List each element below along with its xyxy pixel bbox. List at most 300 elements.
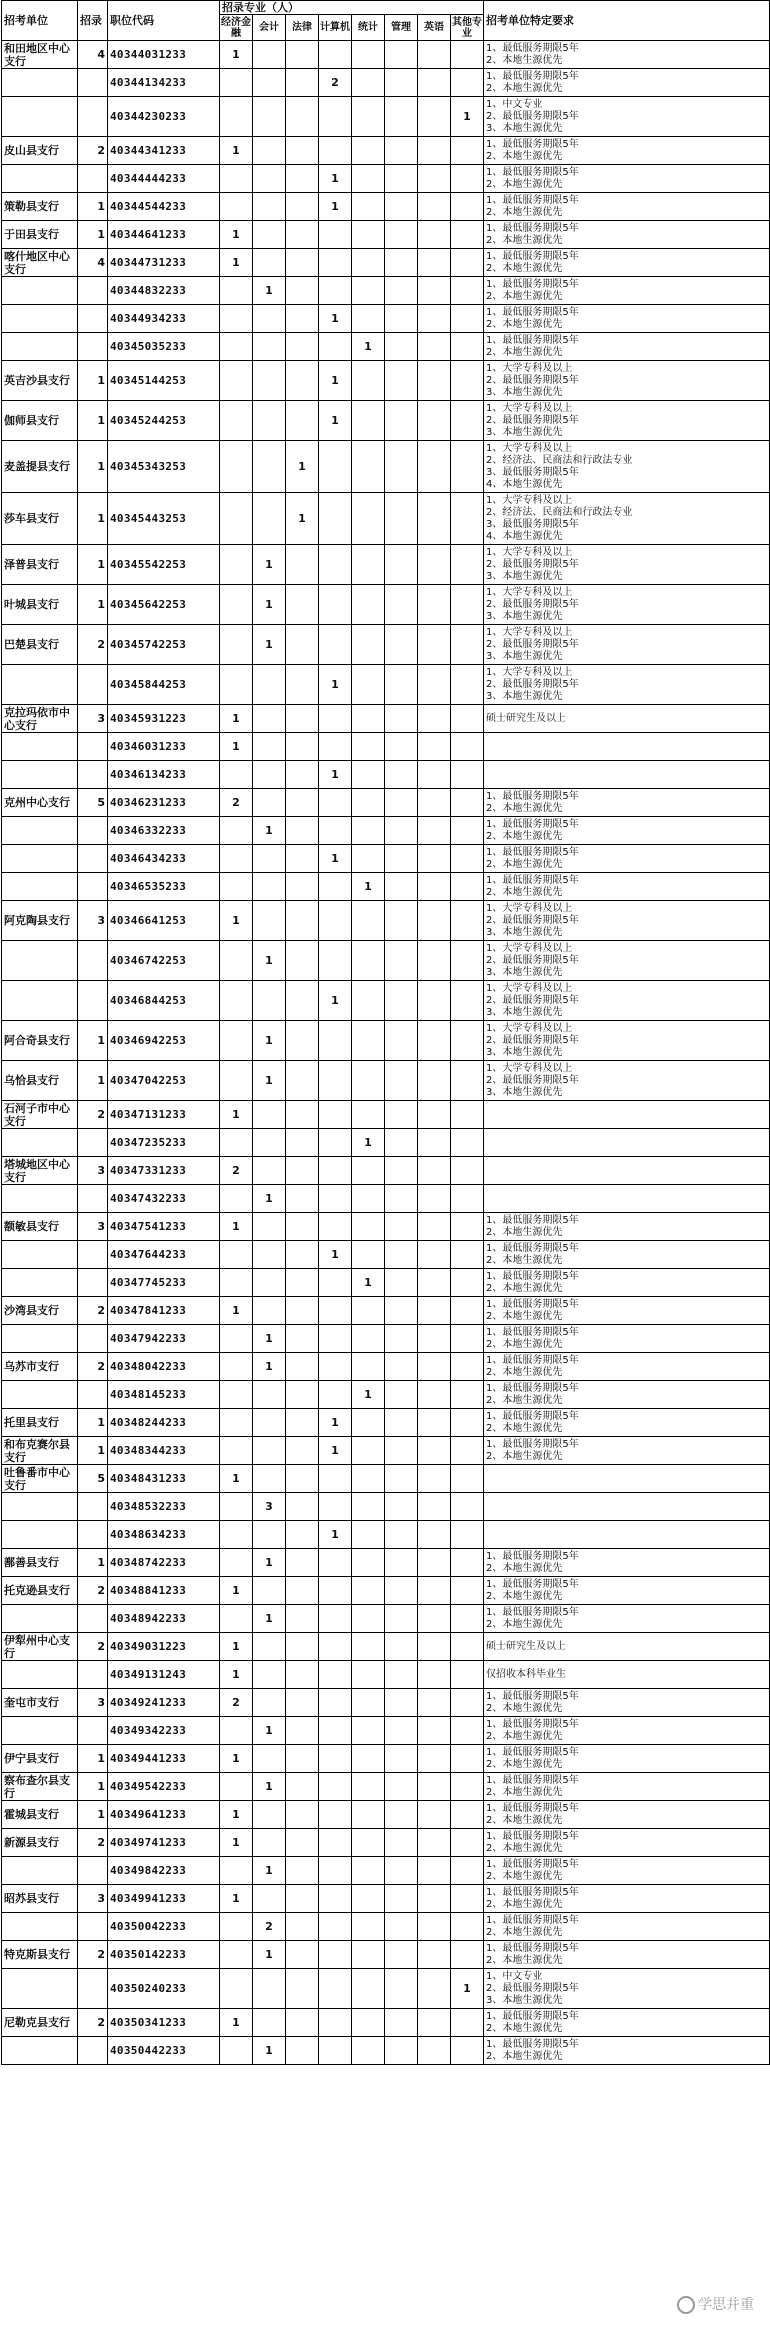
requirements-cell — [484, 981, 770, 1021]
major-count-cell — [451, 545, 484, 585]
requirement-line: 2、本地生源优先 — [486, 1842, 563, 1854]
table-row — [2, 1689, 770, 1717]
requirements-cell — [484, 625, 770, 665]
major-count-cell — [319, 2037, 352, 2065]
major-count-cell — [286, 845, 319, 873]
unit-cell: 阿克陶县支行 — [2, 901, 78, 941]
major-count-cell — [451, 1857, 484, 1885]
major-count-cell — [253, 361, 286, 401]
major-count-cell — [451, 2009, 484, 2037]
major-count-cell — [418, 941, 451, 981]
major-count-cell: 1 — [253, 1353, 286, 1381]
unit-cell — [2, 1241, 78, 1269]
major-count-cell — [220, 1969, 253, 2009]
table-row — [2, 1213, 770, 1241]
requirement-line: 3、本地生源优先 — [486, 650, 563, 662]
requirements-cell — [484, 333, 770, 361]
major-count-cell — [418, 1745, 451, 1773]
major-count-cell — [451, 1521, 484, 1549]
major-count-cell — [286, 193, 319, 221]
requirement-line: 2、本地生源优先 — [486, 1926, 563, 1938]
major-count-cell — [418, 493, 451, 545]
major-count-cell — [286, 1773, 319, 1801]
major-count-cell — [286, 69, 319, 97]
major-count-cell — [385, 1157, 418, 1185]
major-count-cell — [220, 277, 253, 305]
major-count-cell — [451, 1689, 484, 1717]
major-count-cell — [253, 665, 286, 705]
major-count-cell — [385, 941, 418, 981]
requirement-line: 3、本地生源优先 — [486, 690, 563, 702]
table-row — [2, 665, 770, 705]
major-count-cell — [418, 981, 451, 1021]
requirement-line: 1、大学专科及以上 — [486, 402, 573, 414]
requirement-line: 2、经济法、民商法和行政法专业 — [486, 506, 633, 518]
count-cell: 2 — [78, 137, 108, 165]
major-count-cell — [220, 845, 253, 873]
major-count-cell: 1 — [253, 625, 286, 665]
major-count-cell — [385, 1521, 418, 1549]
major-count-cell — [385, 625, 418, 665]
table-row — [2, 1381, 770, 1409]
table-row — [2, 1857, 770, 1885]
count-cell: 2 — [78, 1941, 108, 1969]
major-count-cell: 1 — [220, 41, 253, 69]
unit-cell: 叶城县支行 — [2, 585, 78, 625]
requirement-line: 2、最低服务期限5年 — [486, 1982, 579, 1994]
major-count-cell: 1 — [352, 333, 385, 361]
major-count-cell — [418, 1829, 451, 1857]
major-count-cell — [352, 705, 385, 733]
requirement-line: 1、最低服务期限5年 — [486, 1802, 579, 1814]
major-count-cell — [286, 761, 319, 789]
major-count-cell — [451, 1633, 484, 1661]
major-count-cell — [319, 1913, 352, 1941]
major-count-cell — [319, 1465, 352, 1493]
table-row — [2, 1493, 770, 1521]
major-count-cell — [385, 1241, 418, 1269]
requirement-line: 1、最低服务期限5年 — [486, 70, 579, 82]
requirement-line: 1、大学专科及以上 — [486, 902, 573, 914]
major-count-cell — [451, 277, 484, 305]
requirements-cell — [484, 1021, 770, 1061]
major-count-cell: 1 — [220, 137, 253, 165]
major-count-cell — [385, 1297, 418, 1325]
major-count-cell — [352, 1213, 385, 1241]
major-count-cell — [220, 69, 253, 97]
major-count-cell — [385, 41, 418, 69]
major-count-cell — [418, 69, 451, 97]
count-cell: 5 — [78, 1465, 108, 1493]
position-code-cell: 40346844253 — [108, 981, 220, 1021]
requirement-line: 1、中文专业 — [486, 1970, 543, 1982]
count-cell: 4 — [78, 249, 108, 277]
major-count-cell — [319, 277, 352, 305]
requirement-line: 3、最低服务期限5年 — [486, 518, 579, 530]
requirement-line: 2、本地生源优先 — [486, 150, 563, 162]
major-count-cell — [253, 1661, 286, 1689]
table-row — [2, 1101, 770, 1129]
major-count-cell — [253, 1297, 286, 1325]
unit-cell: 巴楚县支行 — [2, 625, 78, 665]
position-code-cell: 40346434233 — [108, 845, 220, 873]
count-cell — [78, 873, 108, 901]
major-count-cell — [352, 1521, 385, 1549]
major-count-cell — [220, 1061, 253, 1101]
table-row — [2, 733, 770, 761]
count-cell — [78, 277, 108, 305]
position-code-cell: 40346742253 — [108, 941, 220, 981]
position-code-cell: 40347131233 — [108, 1101, 220, 1129]
major-count-cell — [352, 1941, 385, 1969]
major-count-cell — [451, 789, 484, 817]
major-count-cell — [286, 1129, 319, 1157]
major-count-cell — [286, 137, 319, 165]
major-count-cell — [385, 1577, 418, 1605]
major-count-cell — [352, 1577, 385, 1605]
major-count-cell — [451, 1605, 484, 1633]
requirement-line: 3、本地生源优先 — [486, 610, 563, 622]
major-count-cell — [385, 249, 418, 277]
major-count-cell — [451, 165, 484, 193]
major-count-cell — [451, 1549, 484, 1577]
major-count-cell — [319, 545, 352, 585]
requirement-line: 2、本地生源优先 — [486, 1590, 563, 1602]
major-count-cell — [418, 901, 451, 941]
major-count-cell: 1 — [352, 873, 385, 901]
position-code-cell: 40346641253 — [108, 901, 220, 941]
major-count-cell — [418, 1913, 451, 1941]
position-code-cell: 40348532233 — [108, 1493, 220, 1521]
unit-cell: 特克斯县支行 — [2, 1941, 78, 1969]
major-count-cell — [253, 901, 286, 941]
major-count-cell — [418, 277, 451, 305]
requirements-cell — [484, 761, 770, 789]
major-count-cell: 1 — [220, 249, 253, 277]
requirement-line: 1、最低服务期限5年 — [486, 306, 579, 318]
major-count-cell — [385, 1129, 418, 1157]
major-count-cell — [319, 333, 352, 361]
position-code-cell: 40347042253 — [108, 1061, 220, 1101]
major-count-cell — [385, 817, 418, 845]
major-count-cell — [352, 1717, 385, 1745]
requirements-cell — [484, 1829, 770, 1857]
major-count-cell — [319, 1577, 352, 1605]
requirement-line: 2、最低服务期限5年 — [486, 110, 579, 122]
requirement-line: 1、大学专科及以上 — [486, 546, 573, 558]
major-count-cell — [451, 1773, 484, 1801]
major-count-cell — [418, 1021, 451, 1061]
table-row — [2, 1885, 770, 1913]
major-count-cell — [451, 733, 484, 761]
major-count-cell — [385, 705, 418, 733]
position-code-cell: 40348344233 — [108, 1437, 220, 1465]
major-count-cell — [385, 1021, 418, 1061]
requirements-cell — [484, 441, 770, 493]
major-count-cell — [451, 221, 484, 249]
major-count-cell — [319, 1717, 352, 1745]
requirement-line: 2、本地生源优先 — [486, 1422, 563, 1434]
major-count-cell — [220, 545, 253, 585]
requirement-line: 2、本地生源优先 — [486, 1282, 563, 1294]
major-count-cell — [451, 1021, 484, 1061]
major-count-cell — [286, 165, 319, 193]
count-cell — [78, 1857, 108, 1885]
table-row — [2, 625, 770, 665]
requirement-line: 1、最低服务期限5年 — [486, 1242, 579, 1254]
requirement-line: 2、本地生源优先 — [486, 1394, 563, 1406]
requirement-line: 1、最低服务期限5年 — [486, 1942, 579, 1954]
major-count-cell — [286, 1633, 319, 1661]
major-count-cell — [418, 1269, 451, 1297]
requirements-cell — [484, 733, 770, 761]
table-row — [2, 493, 770, 545]
requirement-line: 2、本地生源优先 — [486, 830, 563, 842]
table-row — [2, 761, 770, 789]
major-count-cell — [286, 1521, 319, 1549]
requirement-line: 1、最低服务期限5年 — [486, 818, 579, 830]
requirement-line: 1、最低服务期限5年 — [486, 874, 579, 886]
header-code: 职位代码 — [108, 1, 220, 41]
requirements-cell — [484, 1437, 770, 1465]
table-row — [2, 1157, 770, 1185]
table-row — [2, 277, 770, 305]
major-count-cell — [451, 981, 484, 1021]
major-count-cell — [352, 441, 385, 493]
major-count-cell — [451, 705, 484, 733]
requirement-line: 2、本地生源优先 — [486, 346, 563, 358]
unit-cell: 托里县支行 — [2, 1409, 78, 1437]
table-row — [2, 1745, 770, 1773]
major-count-cell — [451, 493, 484, 545]
major-count-cell — [286, 2009, 319, 2037]
requirements-cell — [484, 1577, 770, 1605]
count-cell: 1 — [78, 1437, 108, 1465]
major-count-cell — [253, 1885, 286, 1913]
major-count-cell — [286, 941, 319, 981]
unit-cell: 石河子市中心支行 — [2, 1101, 78, 1129]
major-count-cell — [253, 165, 286, 193]
requirement-line: 2、本地生源优先 — [486, 1618, 563, 1630]
unit-cell — [2, 1381, 78, 1409]
major-count-cell — [319, 1941, 352, 1969]
requirement-line: 2、本地生源优先 — [486, 1814, 563, 1826]
major-count-cell: 1 — [220, 1829, 253, 1857]
count-cell: 1 — [78, 1409, 108, 1437]
position-code-cell: 40347541233 — [108, 1213, 220, 1241]
major-count-cell — [418, 1241, 451, 1269]
unit-cell — [2, 1913, 78, 1941]
position-code-cell: 40350442233 — [108, 2037, 220, 2065]
major-count-cell — [385, 1101, 418, 1129]
watermark-text: 学思并重 — [698, 2297, 754, 2313]
major-count-cell — [451, 305, 484, 333]
major-count-cell — [286, 1213, 319, 1241]
major-count-cell — [253, 789, 286, 817]
major-count-cell — [286, 1549, 319, 1577]
major-count-cell — [451, 69, 484, 97]
major-count-cell — [286, 1269, 319, 1297]
requirement-line: 1、最低服务期限5年 — [486, 1410, 579, 1422]
major-count-cell — [451, 1381, 484, 1409]
unit-cell: 沙湾县支行 — [2, 1297, 78, 1325]
major-count-cell — [418, 585, 451, 625]
count-cell — [78, 69, 108, 97]
major-count-cell — [385, 1885, 418, 1913]
major-count-cell — [385, 401, 418, 441]
major-count-cell — [286, 1885, 319, 1913]
requirement-line: 2、本地生源优先 — [486, 290, 563, 302]
major-count-cell — [451, 1061, 484, 1101]
requirement-line: 2、最低服务期限5年 — [486, 1074, 579, 1086]
position-code-cell: 40347942233 — [108, 1325, 220, 1353]
major-count-cell — [418, 1325, 451, 1353]
major-count-cell — [319, 625, 352, 665]
table-row — [2, 817, 770, 845]
major-count-cell — [286, 1969, 319, 2009]
requirement-line: 1、最低服务期限5年 — [486, 1382, 579, 1394]
requirement-line: 硕士研究生及以上 — [486, 712, 566, 724]
header-major-law: 法律 — [286, 15, 319, 41]
major-count-cell — [451, 1101, 484, 1129]
requirements-cell — [484, 901, 770, 941]
position-code-cell: 40345931223 — [108, 705, 220, 733]
count-cell — [78, 761, 108, 789]
major-count-cell: 1 — [253, 1185, 286, 1213]
count-cell: 1 — [78, 221, 108, 249]
unit-cell — [2, 2037, 78, 2065]
major-count-cell: 1 — [220, 1633, 253, 1661]
major-count-cell — [220, 1185, 253, 1213]
major-count-cell — [352, 733, 385, 761]
major-count-cell — [319, 1101, 352, 1129]
major-count-cell — [220, 941, 253, 981]
requirement-line: 2、本地生源优先 — [486, 262, 563, 274]
requirement-line: 2、本地生源优先 — [486, 234, 563, 246]
major-count-cell — [418, 1689, 451, 1717]
major-count-cell — [319, 1969, 352, 2009]
table-row — [2, 69, 770, 97]
major-count-cell — [286, 1745, 319, 1773]
unit-cell — [2, 981, 78, 1021]
major-count-cell: 1 — [220, 705, 253, 733]
requirement-line: 1、最低服务期限5年 — [486, 42, 579, 54]
requirements-cell — [484, 41, 770, 69]
major-count-cell — [352, 789, 385, 817]
requirement-line: 2、本地生源优先 — [486, 1954, 563, 1966]
unit-cell: 克拉玛依市中心支行 — [2, 705, 78, 733]
unit-cell — [2, 97, 78, 137]
major-count-cell: 1 — [220, 2009, 253, 2037]
major-count-cell — [451, 1577, 484, 1605]
major-count-cell — [385, 789, 418, 817]
position-code-cell: 40348742233 — [108, 1549, 220, 1577]
major-count-cell — [385, 585, 418, 625]
major-count-cell — [418, 1353, 451, 1381]
major-count-cell — [418, 221, 451, 249]
position-code-cell: 40345035233 — [108, 333, 220, 361]
requirements-cell — [484, 789, 770, 817]
major-count-cell — [220, 817, 253, 845]
major-count-cell — [352, 1061, 385, 1101]
major-count-cell — [319, 1129, 352, 1157]
requirement-line: 1、最低服务期限5年 — [486, 1550, 579, 1562]
major-count-cell — [385, 1745, 418, 1773]
requirement-line: 2、最低服务期限5年 — [486, 954, 579, 966]
table-row — [2, 1437, 770, 1465]
requirement-line: 2、本地生源优先 — [486, 1786, 563, 1798]
header-major-management: 管理 — [385, 15, 418, 41]
major-count-cell — [418, 1521, 451, 1549]
table-row — [2, 137, 770, 165]
unit-cell: 察布查尔县支行 — [2, 1773, 78, 1801]
major-count-cell — [385, 97, 418, 137]
major-count-cell: 1 — [319, 665, 352, 705]
major-count-cell — [352, 69, 385, 97]
requirement-line: 1、最低服务期限5年 — [486, 1298, 579, 1310]
unit-cell — [2, 941, 78, 981]
major-count-cell — [418, 545, 451, 585]
major-count-cell — [253, 221, 286, 249]
major-count-cell — [319, 1325, 352, 1353]
major-count-cell — [220, 585, 253, 625]
position-code-cell: 40348841233 — [108, 1577, 220, 1605]
requirements-cell — [484, 193, 770, 221]
major-count-cell — [385, 1213, 418, 1241]
major-count-cell: 1 — [451, 97, 484, 137]
major-count-cell — [253, 249, 286, 277]
requirements-cell — [484, 1941, 770, 1969]
table-row — [2, 873, 770, 901]
major-count-cell — [451, 1661, 484, 1689]
unit-cell: 尼勒克县支行 — [2, 2009, 78, 2037]
table-row — [2, 1801, 770, 1829]
position-code-cell: 40346332233 — [108, 817, 220, 845]
unit-cell — [2, 1493, 78, 1521]
count-cell — [78, 845, 108, 873]
major-count-cell — [253, 1381, 286, 1409]
major-count-cell — [418, 1857, 451, 1885]
requirement-line: 1、大学专科及以上 — [486, 494, 573, 506]
major-count-cell: 1 — [220, 1661, 253, 1689]
major-count-cell — [220, 873, 253, 901]
count-cell: 1 — [78, 193, 108, 221]
major-count-cell — [253, 705, 286, 733]
major-count-cell — [418, 1577, 451, 1605]
requirement-line: 2、本地生源优先 — [486, 802, 563, 814]
position-code-cell: 40344832233 — [108, 277, 220, 305]
count-cell — [78, 1129, 108, 1157]
major-count-cell — [286, 1829, 319, 1857]
major-count-cell — [220, 1857, 253, 1885]
table-row — [2, 97, 770, 137]
position-code-cell: 40349241233 — [108, 1689, 220, 1717]
position-code-cell: 40344031233 — [108, 41, 220, 69]
major-count-cell — [418, 1885, 451, 1913]
major-count-cell: 1 — [253, 1325, 286, 1353]
major-count-cell — [418, 441, 451, 493]
unit-cell — [2, 733, 78, 761]
major-count-cell — [286, 249, 319, 277]
requirements-cell — [484, 1157, 770, 1185]
unit-cell — [2, 665, 78, 705]
unit-cell — [2, 1717, 78, 1745]
position-code-cell: 40346134233 — [108, 761, 220, 789]
position-code-cell: 40346231233 — [108, 789, 220, 817]
count-cell: 1 — [78, 1745, 108, 1773]
major-count-cell: 1 — [319, 1409, 352, 1437]
major-count-cell: 1 — [319, 1241, 352, 1269]
